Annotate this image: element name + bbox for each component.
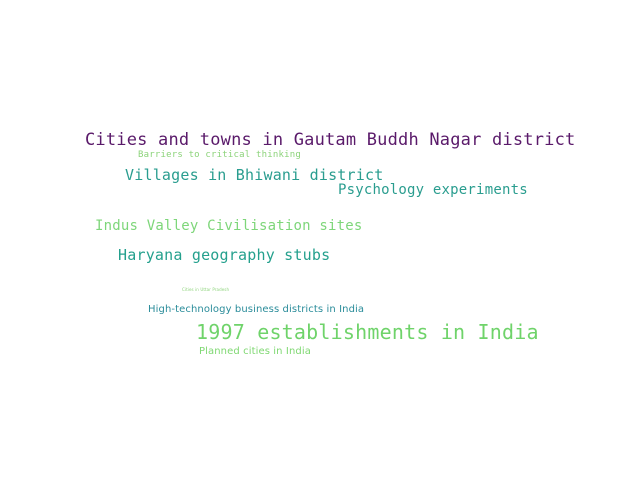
word-planned-cities: Planned cities in India [199,346,311,357]
word-haryana-geography-stubs: Haryana geography stubs [118,246,331,264]
word-cities-gautam-buddh-nagar: Cities and towns in Gautam Buddh Nagar district [85,130,576,150]
word-cities-uttar-pradesh: Cities in Uttar Pradesh [182,287,230,292]
word-villages-bhiwani: Villages in Bhiwani district [125,166,384,184]
word-psychology-experiments: Psychology experiments [338,182,528,198]
word-barriers-critical-thinking: Barriers to critical thinking [138,150,301,160]
word-1997-establishments: 1997 establishments in India [196,320,539,344]
word-high-technology-districts: High-technology business districts in India [148,304,365,315]
word-indus-valley-sites: Indus Valley Civilisation sites [95,218,363,234]
